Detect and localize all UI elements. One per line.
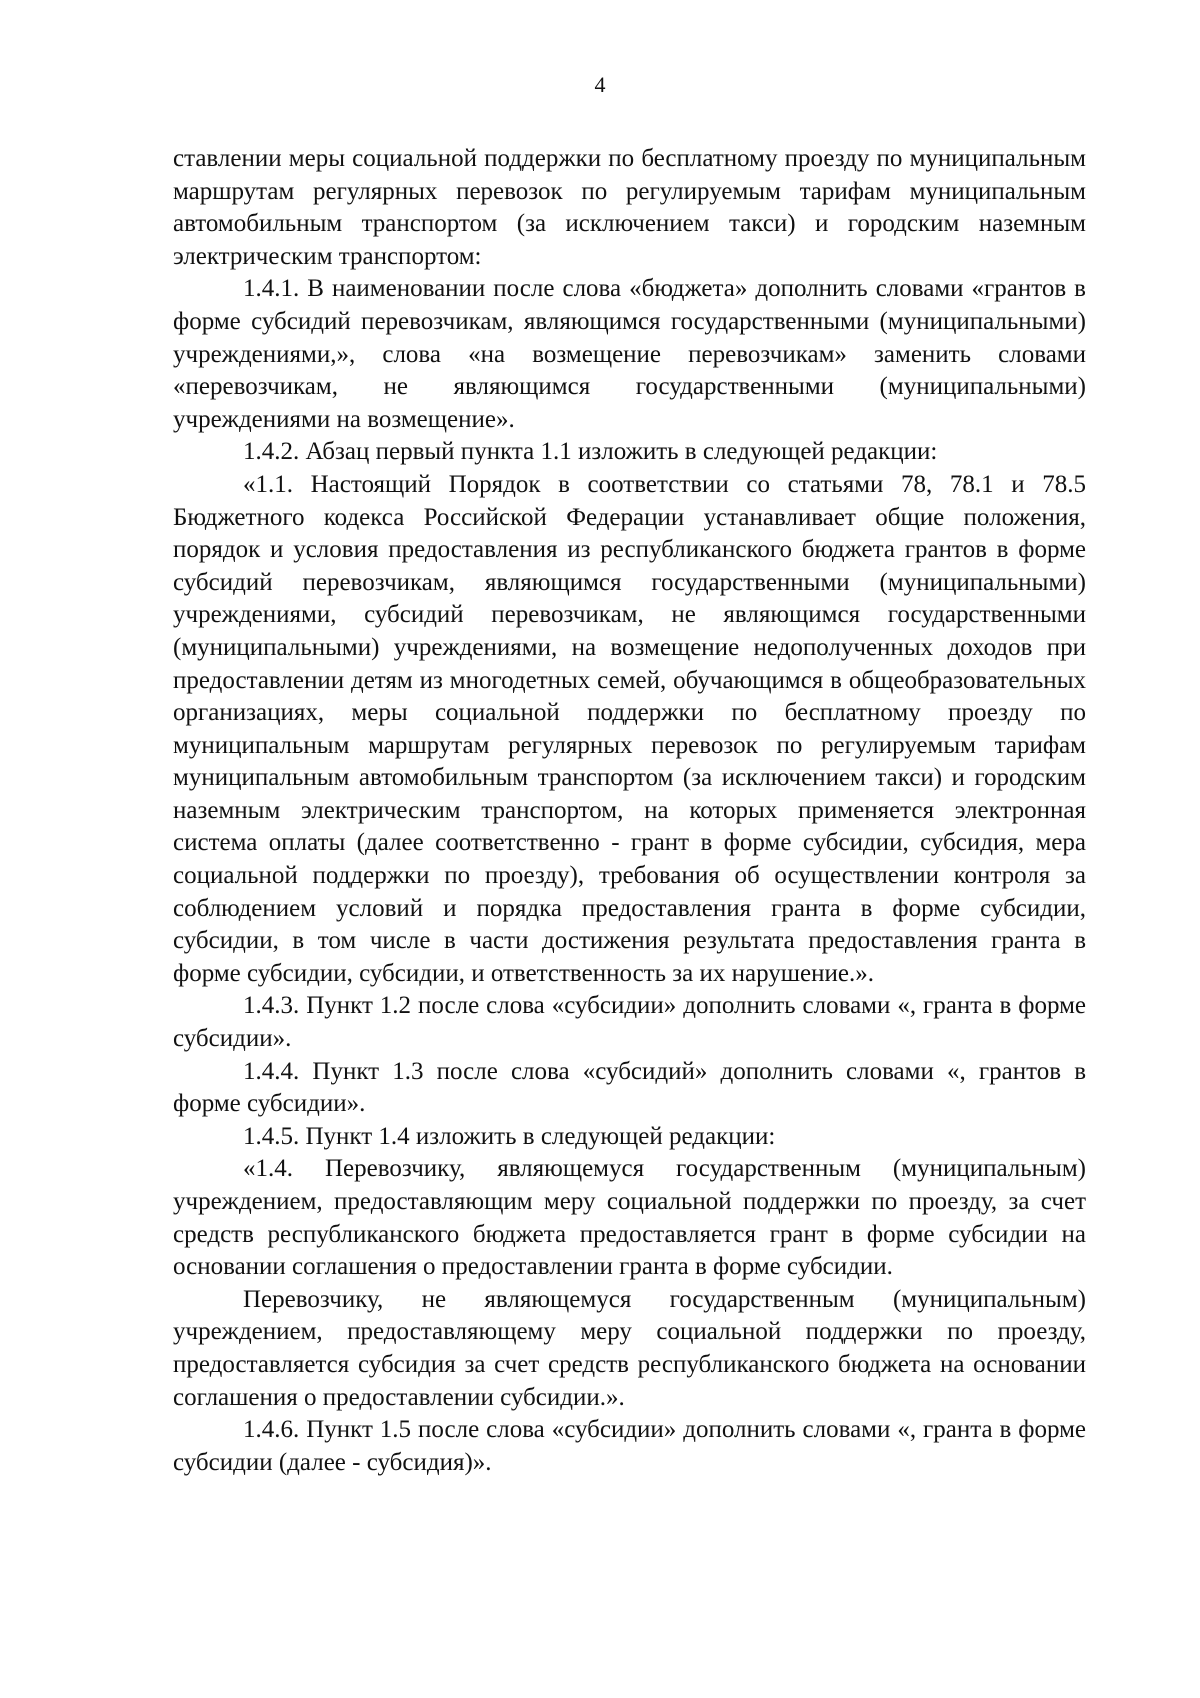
paragraph-quote-1-1: «1.1. Настоящий Порядок в соответствии со статьями 78, 78.1 и 78.5 Бюджетного кодекса Российской Федерации устанавливает общие положения, порядок и условия предоставления из республиканского бюджета грантов в форме субсидий перевозчикам, являющимся государственными (муниципальными) учреждениями, субсидий перевозчикам, не являющимся государственными (муниципальными) учреждениями, на возмещение недополученных доходов при предоставлении детям из многодетных семей, обучающимся в общеобразовательных организациях, меры социальной поддержки по бесплатному проезду по муниципальным маршрутам регулярных перевозок по регулируемым тарифам муниципальным автомобильным транспортом (за исключением такси) и городским наземным электрическим транспортом, на которых применяется электронная система оплаты (далее соответственно - грант в форме субсидии, субсидия, мера социальной поддержки по проезду), требования об осуществлении контроля за соблюдением условий и порядка предоставления гранта в форме субсидии, субсидии, в том числе в части достижения результата предоставления гранта в форме субсидии, субсидии, и ответственность за их нарушение.». bbox=[173, 470, 1086, 987]
paragraph-continuation: ставлении меры социальной поддержки по бесплатному проезду по муниципальным маршрутам регулярных перевозок по регулируемым тарифам муниципальным автомобильным транспортом (за исключением такси) и городским наземным электрическим транспортом: bbox=[173, 145, 1086, 270]
paragraph-item-1-4-6: 1.4.6. Пункт 1.5 после слова «субсидии» дополнить словами «, гранта в форме субсидии (далее - субсидия)». bbox=[173, 1416, 1086, 1476]
paragraph-quote-1-4-second: Перевозчику, не являющемуся государственным (муниципальным) учреждением, предоставляющему меру социальной поддержки по проезду, предоставляется субсидия за счет средств республиканского бюджета на основании соглашения о предоставлении субсидии.». bbox=[173, 1285, 1086, 1411]
paragraph-item-1-4-3: 1.4.3. Пункт 1.2 после слова «субсидии» дополнить словами «, гранта в форме субсидии». bbox=[173, 992, 1086, 1053]
paragraph-item-1-4-2: 1.4.2. Абзац первый пункта 1.1 изложить в следующей редакции: bbox=[243, 438, 938, 466]
paragraph-item-1-4-4: 1.4.4. Пункт 1.3 после слова «субсидий» дополнить словами «, грантов в форме субсидии». bbox=[173, 1057, 1086, 1118]
paragraph-item-1-4-1: 1.4.1. В наименовании после слова «бюджета» дополнить словами «грантов в форме субсидий перевозчикам, являющимся государственными (муниципальными) учреждениями,», слова «на возмещение перевозчикам» заменить словами «перевозчикам, не являющимся государственными (муниципальными) учреждениями на возмещение». bbox=[173, 275, 1086, 433]
page-number: 4 bbox=[594, 72, 606, 97]
paragraph-quote-1-4: «1.4. Перевозчику, являющемуся государственным (муниципальным) учреждением, предоставляющим меру социальной поддержки по проезду, за счет средств республиканского бюджета предоставляется грант в форме субсидии на основании соглашения о предоставлении гранта в форме субсидии. bbox=[173, 1155, 1086, 1281]
document-body bbox=[173, 143, 1086, 1479]
paragraph-item-1-4-5: 1.4.5. Пункт 1.4 изложить в следующей редакции: bbox=[243, 1122, 776, 1150]
